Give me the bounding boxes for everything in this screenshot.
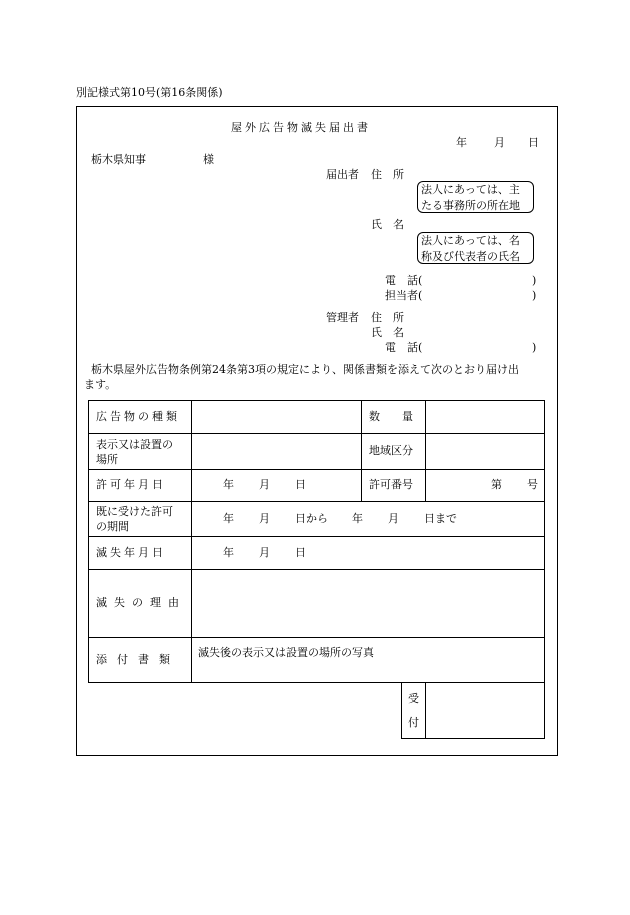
statement-line1: 栃木県屋外広告物条例第24条第3項の規定により、関係書類を添えて次のとおり届け出 <box>91 363 519 376</box>
attachments-value: 滅失後の表示又は設置の場所の写真 <box>198 646 374 659</box>
addressee-suffix: 様 <box>203 153 214 166</box>
permit-number-prefix: 第 <box>491 478 502 491</box>
manager-phone-close: ) <box>532 341 537 354</box>
loss-date-label: 滅失年月日 <box>96 545 166 559</box>
quantity-label: 数 量 <box>369 409 413 423</box>
receipt-label-1: 受 <box>408 692 419 705</box>
district-label: 地域区分 <box>369 444 413 457</box>
form-title: 屋外広告物滅失届出書 <box>231 121 371 134</box>
loss-date-day: 日 <box>295 545 306 559</box>
table-rule <box>88 433 545 434</box>
attachments-label: 添付書類 <box>96 653 180 666</box>
notifier-label: 届出者 <box>326 168 359 181</box>
type-label: 広告物の種類 <box>96 409 180 423</box>
contact-person-label: 担当者( <box>385 289 423 302</box>
permit-date-year: 年 <box>223 478 234 491</box>
permit-period-label <box>96 504 173 534</box>
location-label <box>96 437 173 467</box>
permit-period-label-line2: の期間 <box>96 520 129 533</box>
receipt-stamp-area[interactable] <box>428 684 542 737</box>
table-rule <box>191 400 192 683</box>
address-note-line1: 法人にあっては、主 <box>421 183 520 196</box>
loss-date-year: 年 <box>223 545 234 559</box>
loss-date-month: 月 <box>259 545 270 559</box>
addressee: 栃木県知事 <box>91 153 146 166</box>
date-day-label: 日 <box>528 136 539 149</box>
phone-close: ) <box>532 274 537 287</box>
loss-reason-label: 滅失の理由 <box>96 596 186 609</box>
contact-person-close: ) <box>532 289 537 302</box>
date-month-label: 月 <box>494 136 505 149</box>
name-note-line2: 称及び代表者の氏名 <box>421 250 520 263</box>
quantity-value-field[interactable] <box>428 402 542 431</box>
permit-number-suffix: 号 <box>527 478 538 491</box>
period-month-1: 月 <box>259 511 270 525</box>
statement-line2: ます。 <box>84 378 117 391</box>
date-year-label: 年 <box>456 136 467 149</box>
location-label-line1: 表示又は設置の <box>96 438 173 451</box>
permit-date-month: 月 <box>259 478 270 491</box>
name-note-line1: 法人にあっては、名 <box>421 234 520 247</box>
form-reference: 別記様式第10号(第16条関係) <box>76 86 223 99</box>
address-note-line2: たる事務所の所在地 <box>421 199 520 212</box>
period-year-1: 年 <box>223 511 234 525</box>
address-label: 住 所 <box>371 168 404 181</box>
name-label: 氏 名 <box>371 218 404 231</box>
location-value-field[interactable] <box>194 435 359 467</box>
manager-name-label: 氏 名 <box>371 326 404 339</box>
period-year-2: 年 <box>352 511 363 525</box>
type-value-field[interactable] <box>194 402 359 431</box>
permit-period-label-line1: 既に受けた許可 <box>96 505 173 518</box>
period-to: 日まで <box>424 511 457 525</box>
receipt-divider <box>425 682 426 739</box>
manager-phone-label: 電 話( <box>385 341 423 354</box>
table-rule <box>425 400 426 501</box>
period-from: 日から <box>295 511 328 525</box>
period-month-2: 月 <box>388 511 399 525</box>
manager-address-label: 住 所 <box>371 311 404 324</box>
receipt-label-2: 付 <box>408 716 419 729</box>
permit-date-day: 日 <box>295 478 306 491</box>
manager-label: 管理者 <box>326 311 359 324</box>
loss-reason-field[interactable] <box>194 571 542 635</box>
table-rule <box>361 400 362 501</box>
permit-number-label: 許可番号 <box>369 478 413 491</box>
district-value-field[interactable] <box>428 435 542 467</box>
phone-label: 電 話( <box>385 274 423 287</box>
location-label-line2: 場所 <box>96 453 118 466</box>
permit-date-label: 許可年月日 <box>96 478 166 491</box>
